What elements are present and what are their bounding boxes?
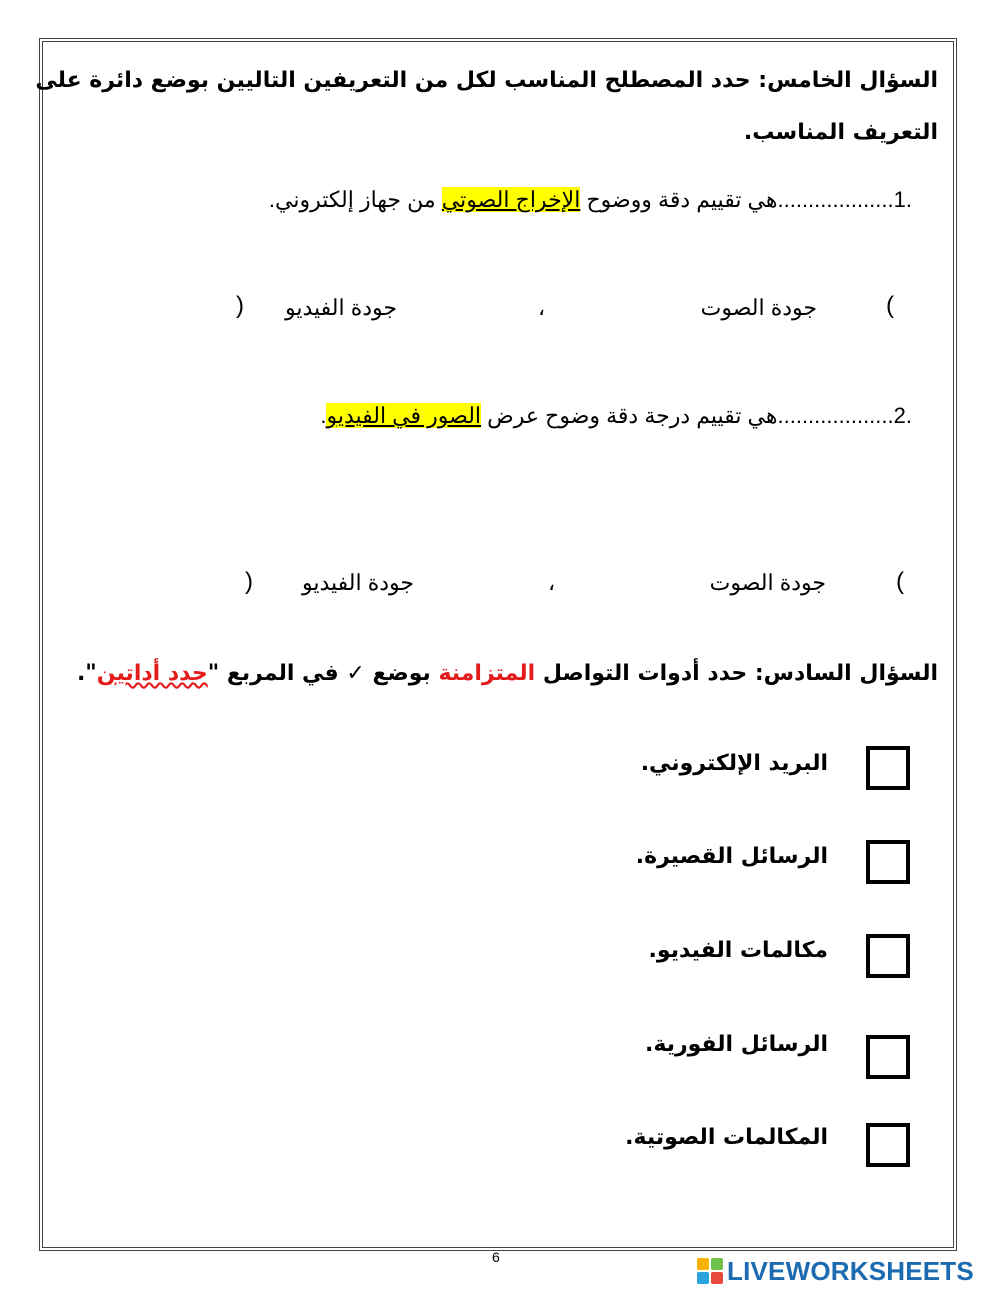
choice-close-paren: )	[245, 568, 253, 595]
checkbox-email[interactable]	[866, 746, 910, 790]
option-instant-messages: الرسائل الفورية.	[645, 1032, 828, 1057]
choice-video-quality[interactable]: جودة الفيديو	[285, 295, 398, 320]
checkbox-video-calls[interactable]	[866, 934, 910, 978]
q6-heading-part3: في المربع "	[207, 661, 347, 686]
option-sms: الرسائل القصيرة.	[635, 844, 828, 869]
q6-heading-synchronous: المتزامنة	[438, 661, 536, 686]
checkbox-instant-messages[interactable]	[866, 1035, 910, 1079]
q6-heading	[77, 661, 938, 686]
q6-heading-part4: ".	[76, 661, 97, 686]
option-email: البريد الإلكتروني.	[640, 751, 828, 776]
highlighted-term: الصور في الفيديو	[326, 403, 482, 428]
choice-video-quality[interactable]: جودة الفيديو	[302, 570, 415, 595]
choice-separator: ،	[548, 570, 556, 595]
logo-squares-icon	[697, 1258, 723, 1284]
liveworksheets-logo	[697, 1257, 974, 1285]
q6-heading-choose-two: حدد أداتين	[96, 661, 208, 686]
choice-sound-quality[interactable]: جودة الصوت	[700, 295, 817, 320]
page-number: 6	[492, 1249, 500, 1265]
answer-blank[interactable]: ...................	[777, 403, 894, 428]
choice-open-paren: (	[886, 292, 894, 319]
option-voice-calls: المكالمات الصوتية.	[625, 1125, 828, 1150]
q6-heading-part1: السؤال السادس: حدد أدوات التواصل	[535, 661, 938, 686]
page-frame-inner	[42, 41, 954, 1248]
choice-close-paren: )	[236, 292, 244, 319]
item-text-before: هي تقييم دقة ووضوح	[580, 187, 778, 212]
item-number: 1.	[893, 187, 912, 212]
logo-text: LIVEWORKSHEETS	[727, 1255, 974, 1286]
item-number: 2.	[893, 403, 912, 428]
choice-sound-quality[interactable]: جودة الصوت	[709, 570, 826, 595]
choice-separator: ،	[538, 295, 546, 320]
q5-heading-line2: التعريف المناسب.	[743, 120, 938, 145]
q5-heading-line1: السؤال الخامس: حدد المصطلح المناسب لكل من التعريفين التاليين بوضع دائرة على	[35, 68, 938, 93]
item-text-before: هي تقييم درجة دقة وضوح عرض	[481, 403, 778, 428]
q5-item-2	[320, 403, 912, 429]
item-text-after: .	[320, 403, 327, 428]
checkmark-icon: ✓	[346, 661, 365, 686]
q6-heading-part2: بوضع	[364, 661, 439, 686]
highlighted-term: الإخراج الصوتي	[441, 187, 581, 212]
checkbox-sms[interactable]	[866, 840, 910, 884]
checkbox-voice-calls[interactable]	[866, 1123, 910, 1167]
q5-item-1	[269, 187, 912, 213]
choice-open-paren: (	[896, 568, 904, 595]
item-text-after: من جهاز إلكتروني.	[268, 187, 442, 212]
option-video-calls: مكالمات الفيديو.	[648, 938, 828, 963]
answer-blank[interactable]: ...................	[777, 187, 894, 212]
